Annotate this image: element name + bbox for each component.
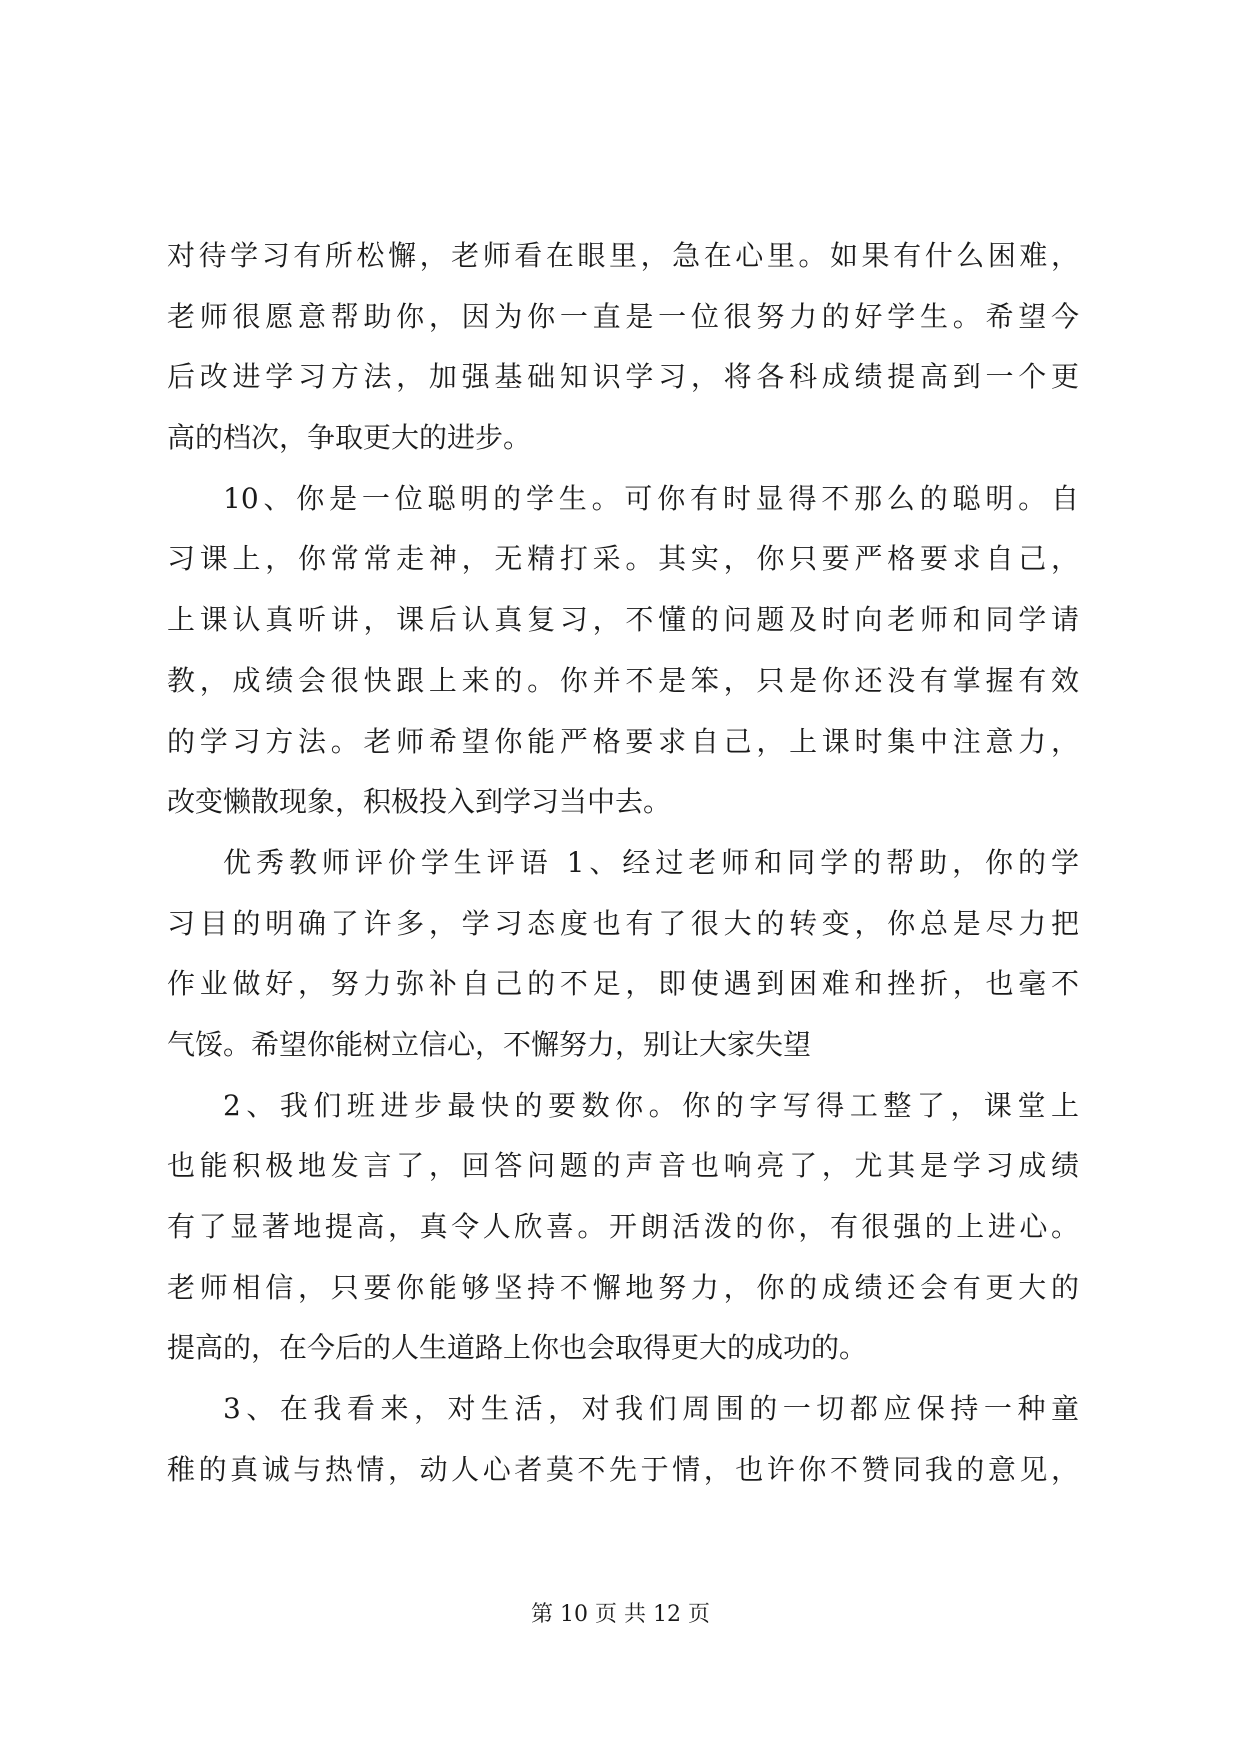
- text-line: 气馁。希望你能树立信心，不懈努力，别让大家失望: [167, 1027, 812, 1061]
- text-line: 老师相信，只要你能够坚持不懈地努力，你的成绩还会有更大的: [167, 1270, 1079, 1304]
- text-line: 优秀教师评价学生评语 1、经过老师和同学的帮助，你的学: [223, 845, 1079, 879]
- text-line: 上课认真听讲，课后认真复习，不懂的问题及时向老师和同学请: [167, 603, 1079, 637]
- text-line: 后改进学习方法，加强基础知识学习，将各科成绩提高到一个更: [167, 360, 1079, 394]
- text-line: 作业做好，努力弥补自己的不足，即使遇到困难和挫折，也毫不: [167, 967, 1079, 1001]
- text-line: 的学习方法。老师希望你能严格要求自己，上课时集中注意力，: [167, 724, 1079, 758]
- text-line: 高的档次，争取更大的进步。: [167, 421, 532, 455]
- paragraph: [167, 1076, 1079, 1379]
- text-line: 对待学习有所松懈，老师看在眼里，急在心里。如果有什么困难，: [167, 239, 1079, 272]
- body-text: [167, 226, 1079, 1500]
- text-line: 老师很愿意帮助你，因为你一直是一位很努力的好学生。希望今: [167, 299, 1079, 333]
- text-line: 10、你是一位聪明的学生。可你有时显得不那么的聪明。自: [223, 481, 1079, 515]
- paragraph: [167, 1379, 1079, 1500]
- text-line: 3、在我看来，对生活，对我们周围的一切都应保持一种童: [223, 1392, 1079, 1426]
- page-footer: 第 10 页 共 12 页: [531, 1602, 710, 1627]
- text-line: 2、我们班进步最快的要数你。你的字写得工整了，课堂上: [223, 1088, 1079, 1122]
- text-line: 有了显著地提高，真令人欣喜。开朗活泼的你，有很强的上进心。: [167, 1210, 1079, 1243]
- paragraph: [167, 833, 1079, 1076]
- text-line: 习目的明确了许多，学习态度也有了很大的转变，你总是尽力把: [167, 906, 1079, 940]
- text-line: 稚的真诚与热情，动人心者莫不先于情，也许你不赞同我的意见，: [167, 1452, 1079, 1486]
- paragraph: [167, 226, 1079, 469]
- text-line: 也能积极地发言了，回答问题的声音也响亮了，尤其是学习成绩: [167, 1149, 1079, 1183]
- text-line: 教，成绩会很快跟上来的。你并不是笨，只是你还没有掌握有效: [167, 663, 1079, 697]
- text-line: 改变懒散现象，积极投入到学习当中去。: [167, 785, 672, 819]
- text-line: 习课上，你常常走神，无精打采。其实，你只要严格要求自己，: [167, 542, 1079, 576]
- paragraph: [167, 469, 1079, 833]
- text-line: 提高的，在今后的人生道路上你也会取得更大的成功的。: [167, 1331, 868, 1365]
